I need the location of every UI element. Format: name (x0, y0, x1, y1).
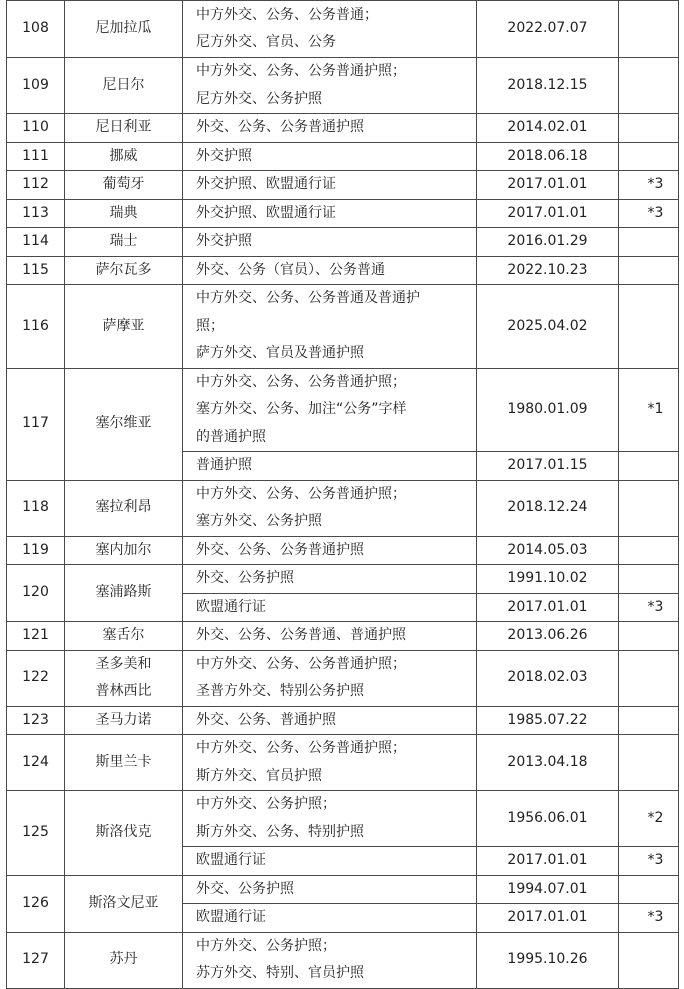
country-name (65, 58, 183, 114)
passport-types-line: 欧盟通行证 (196, 598, 266, 615)
country-name-line: 萨摩亚 (102, 317, 145, 334)
passport-types-line: 外交护照 (196, 147, 252, 164)
row-number: 117 (7, 368, 65, 480)
country-name-line: 塞浦路斯 (95, 584, 152, 601)
passport-types (183, 228, 477, 257)
effective-date: 2018.12.24 (477, 480, 619, 536)
country-name (65, 114, 183, 143)
note: *3 (619, 199, 679, 228)
passport-types (183, 593, 477, 622)
country-name (65, 875, 183, 932)
passport-types (183, 285, 477, 369)
note (619, 536, 679, 565)
table-row (7, 142, 679, 171)
table-row (7, 622, 679, 651)
passport-types (183, 875, 477, 904)
passport-types (183, 114, 477, 143)
passport-types-line: 外交护照 (196, 233, 252, 249)
effective-date: 2016.01.29 (477, 228, 619, 257)
table-row (7, 650, 679, 706)
passport-types-line: 塞方外交、公务护照 (196, 513, 322, 529)
row-number: 127 (7, 932, 65, 988)
passport-types-line: 中方外交、公务、公务普通； (196, 6, 378, 23)
passport-types-line: 外交、公务（官员）、公务普通 (196, 261, 385, 278)
country-name (65, 706, 183, 735)
passport-types (183, 368, 477, 452)
table-row (7, 228, 679, 257)
table-row (7, 199, 679, 228)
note: *2 (619, 791, 679, 847)
table-row (7, 932, 679, 988)
row-number: 114 (7, 228, 65, 257)
passport-types-line: 的普通护照 (196, 428, 266, 445)
row-number: 122 (7, 650, 65, 706)
passport-types (183, 847, 477, 876)
passport-types-line: 外交护照、欧盟通行证 (196, 204, 336, 221)
note (619, 114, 679, 143)
country-name-line: 圣马力诺 (95, 711, 152, 728)
passport-types-line: 苏方外交、特别、官员护照 (196, 965, 364, 981)
country-name (65, 285, 183, 369)
country-name (65, 171, 183, 200)
row-number: 113 (7, 199, 65, 228)
effective-date: 2022.07.07 (477, 1, 619, 58)
table-row (7, 114, 679, 143)
country-name-line: 塞内加尔 (95, 541, 152, 558)
country-name-line: 尼加拉瓜 (95, 20, 152, 37)
table-row (7, 536, 679, 565)
passport-types (183, 452, 477, 481)
country-name-line: 塞拉利昂 (95, 499, 152, 516)
country-name (65, 932, 183, 988)
passport-types-line: 中方外交、公务、公务普通及普通护 (196, 290, 420, 306)
effective-date: 2014.02.01 (477, 114, 619, 143)
row-number: 119 (7, 536, 65, 565)
country-name-line: 瑞士 (109, 233, 138, 249)
row-number: 111 (7, 142, 65, 171)
passport-types-line: 欧盟通行证 (196, 909, 266, 925)
country-name-line: 塞舌尔 (102, 627, 145, 643)
passport-types-line: 外交、公务、公务普通、普通护照 (196, 627, 406, 643)
passport-types (183, 256, 477, 285)
effective-date: 1991.10.02 (477, 565, 619, 594)
row-number: 120 (7, 565, 65, 622)
effective-date: 2018.12.15 (477, 58, 619, 114)
passport-types (183, 1, 477, 58)
effective-date: 2014.05.03 (477, 536, 619, 565)
passport-types-line: 萨方外交、官员及普通护照 (196, 345, 364, 361)
passport-types-line: 斯方外交、官员护照 (196, 767, 322, 784)
passport-types-line: 尼方外交、官员、公务 (196, 34, 336, 50)
country-name-line: 葡萄牙 (102, 176, 145, 192)
note (619, 735, 679, 791)
note (619, 58, 679, 114)
table-row (7, 791, 679, 847)
passport-types (183, 142, 477, 171)
table-row (7, 735, 679, 791)
country-name-line: 塞尔维亚 (95, 415, 152, 432)
note (619, 228, 679, 257)
country-name (65, 199, 183, 228)
effective-date: 2018.02.03 (477, 650, 619, 706)
note (619, 480, 679, 536)
passport-types (183, 706, 477, 735)
passport-types (183, 58, 477, 114)
country-name (65, 791, 183, 876)
effective-date: 2017.01.01 (477, 199, 619, 228)
table-row (7, 171, 679, 200)
row-number: 118 (7, 480, 65, 536)
note (619, 1, 679, 58)
country-name (65, 565, 183, 622)
row-number: 124 (7, 735, 65, 791)
table-row (7, 58, 679, 114)
country-name (65, 650, 183, 706)
country-name-line: 尼日利亚 (95, 119, 152, 135)
passport-types-line: 中方外交、公务护照； (196, 937, 336, 954)
passport-types (183, 199, 477, 228)
country-name (65, 228, 183, 257)
effective-date: 2017.01.01 (477, 904, 619, 933)
note (619, 932, 679, 988)
effective-date: 2017.01.01 (477, 847, 619, 876)
passport-types (183, 735, 477, 791)
row-number: 123 (7, 706, 65, 735)
country-name-line: 萨尔瓦多 (95, 261, 152, 278)
effective-date: 2025.04.02 (477, 285, 619, 369)
note (619, 452, 679, 481)
table-row (7, 706, 679, 735)
passport-types-line: 中方外交、公务护照； (196, 796, 336, 812)
table-body (7, 1, 679, 989)
note (619, 285, 679, 369)
passport-types (183, 480, 477, 536)
effective-date: 1980.01.09 (477, 368, 619, 452)
country-name (65, 1, 183, 58)
table-row (7, 565, 679, 594)
country-name-line: 挪威 (109, 147, 138, 164)
note: *3 (619, 593, 679, 622)
effective-date: 1995.10.26 (477, 932, 619, 988)
note (619, 706, 679, 735)
effective-date: 1994.07.01 (477, 875, 619, 904)
country-name (65, 480, 183, 536)
effective-date: 2018.06.18 (477, 142, 619, 171)
country-name (65, 368, 183, 480)
passport-types-line: 外交、公务、公务普通护照 (196, 119, 364, 135)
country-name-line: 瑞典 (109, 204, 138, 221)
row-number: 109 (7, 58, 65, 114)
effective-date: 2017.01.01 (477, 593, 619, 622)
row-number: 115 (7, 256, 65, 285)
effective-date: 2013.04.18 (477, 735, 619, 791)
country-name-line: 圣多美和 (95, 655, 152, 672)
passport-types-line: 斯方外交、公务、特别护照 (196, 823, 364, 840)
passport-types-line: 外交、公务护照 (196, 880, 294, 897)
row-number: 116 (7, 285, 65, 369)
passport-types-line: 尼方外交、公务护照 (196, 90, 322, 107)
country-name (65, 256, 183, 285)
visa-exemption-table (6, 0, 679, 989)
passport-types-line: 塞方外交、公务、加注“公务”字样 (196, 401, 407, 417)
passport-types (183, 565, 477, 594)
effective-date: 1985.07.22 (477, 706, 619, 735)
effective-date: 2013.06.26 (477, 622, 619, 651)
passport-types (183, 171, 477, 200)
note: *3 (619, 171, 679, 200)
passport-types (183, 536, 477, 565)
table-row (7, 256, 679, 285)
country-name (65, 622, 183, 651)
passport-types-line: 中方外交、公务、公务普通护照； (196, 740, 406, 756)
table-row (7, 1, 679, 58)
passport-types-line: 中方外交、公务、公务普通护照； (196, 655, 406, 672)
note (619, 875, 679, 904)
note (619, 650, 679, 706)
country-name-line: 尼日尔 (102, 76, 145, 93)
table-row (7, 368, 679, 452)
note: *3 (619, 904, 679, 933)
country-name (65, 536, 183, 565)
note (619, 256, 679, 285)
passport-types-line: 中方外交、公务、公务普通护照； (196, 63, 406, 79)
passport-types-line: 外交、公务、普通护照 (196, 711, 336, 728)
note: *1 (619, 368, 679, 452)
passport-types-line: 外交、公务护照 (196, 570, 294, 586)
country-name-line: 斯洛伐克 (95, 824, 152, 840)
row-number: 108 (7, 1, 65, 58)
note: *3 (619, 847, 679, 876)
effective-date: 2022.10.23 (477, 256, 619, 285)
table-row (7, 480, 679, 536)
country-name-line: 普林西比 (95, 683, 152, 699)
passport-types (183, 622, 477, 651)
passport-types-line: 普通护照 (196, 457, 252, 473)
passport-types-line: 外交护照、欧盟通行证 (196, 176, 336, 192)
passport-types (183, 650, 477, 706)
passport-types (183, 932, 477, 988)
passport-types-line: 中方外交、公务、公务普通护照； (196, 373, 406, 390)
note (619, 622, 679, 651)
country-name (65, 142, 183, 171)
country-name (65, 735, 183, 791)
effective-date: 2017.01.01 (477, 171, 619, 200)
passport-types (183, 904, 477, 933)
passport-types-line: 中方外交、公务、公务普通护照； (196, 485, 406, 502)
row-number: 121 (7, 622, 65, 651)
note (619, 142, 679, 171)
passport-types-line: 照； (196, 317, 224, 334)
row-number: 126 (7, 875, 65, 932)
country-name-line: 苏丹 (109, 951, 138, 968)
effective-date: 1956.06.01 (477, 791, 619, 847)
passport-types-line: 圣普方外交、特别公务护照 (196, 683, 364, 699)
table-row (7, 875, 679, 904)
row-number: 110 (7, 114, 65, 143)
passport-types (183, 791, 477, 847)
effective-date: 2017.01.15 (477, 452, 619, 481)
country-name-line: 斯洛文尼亚 (88, 894, 159, 911)
note (619, 565, 679, 594)
row-number: 112 (7, 171, 65, 200)
country-name-line: 斯里兰卡 (95, 753, 152, 770)
row-number: 125 (7, 791, 65, 876)
passport-types-line: 欧盟通行证 (196, 852, 266, 868)
passport-types-line: 外交、公务、公务普通护照 (196, 541, 364, 558)
table-row (7, 285, 679, 369)
